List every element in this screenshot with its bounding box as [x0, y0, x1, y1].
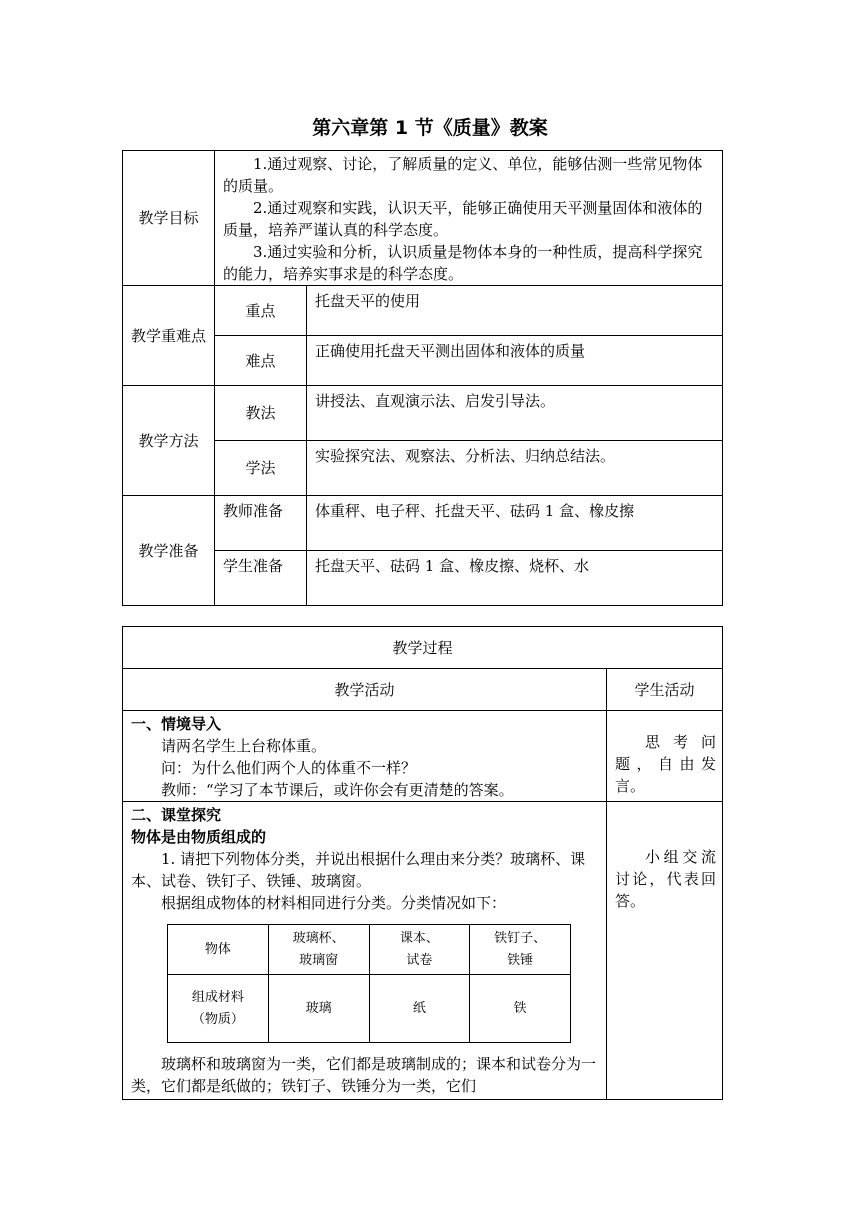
section-intro — [123, 711, 607, 802]
key-points-label: 教学重难点 — [123, 286, 215, 386]
section-paragraph: 根据组成物体的材料相同进行分类。分类情况如下： — [161, 894, 507, 912]
table-cell: 物体 — [168, 925, 269, 975]
table-cell: 课本、 试卷 — [369, 925, 470, 975]
objective-item: 3.通过实验和分析，认识质量是物体本身的一种性质，提高科学探究的能力，培养实事求是的科学态度。 — [223, 243, 703, 283]
focus-label: 重点 — [215, 286, 307, 336]
classification-table — [167, 924, 571, 1043]
learn-method-label: 学法 — [215, 441, 307, 496]
section-line: 请两名学生上台称体重。 — [161, 737, 327, 755]
student-activity-header: 学生活动 — [607, 669, 723, 711]
preparation-label: 教学准备 — [123, 496, 215, 606]
teacher-prep-label: 教师准备 — [215, 496, 307, 551]
objectives-label: 教学目标 — [123, 151, 215, 286]
table-cell: 组成材料 （物质） — [168, 975, 269, 1043]
difficulty-label: 难点 — [215, 336, 307, 386]
table-cell: 玻璃杯、 玻璃窗 — [268, 925, 369, 975]
student-activity-intro: 思考问题，自由发言。 — [607, 711, 723, 802]
section-heading: 二、课堂探究 — [131, 806, 222, 824]
objective-item: 1.通过观察、讨论，了解质量的定义、单位，能够估测一些常见物体的质量。 — [223, 155, 703, 195]
student-activity-explore: 小组交流讨论，代表回答。 — [607, 802, 723, 1100]
teacher-prep-text: 体重秤、电子秤、托盘天平、砝码 1 盒、橡皮擦 — [307, 496, 723, 551]
section-heading: 一、情境导入 — [131, 715, 222, 733]
learn-method-text: 实验探究法、观察法、分析法、归纳总结法。 — [307, 441, 723, 496]
process-header: 教学过程 — [123, 627, 723, 669]
section-line: 问：为什么他们两个人的体重不一样？ — [161, 759, 417, 777]
lesson-overview-table — [122, 150, 723, 606]
teach-method-label: 教法 — [215, 386, 307, 441]
section-subheading: 物体是由物质组成的 — [131, 828, 267, 846]
student-prep-text: 托盘天平、砝码 1 盒、橡皮擦、烧杯、水 — [307, 551, 723, 606]
table-cell: 纸 — [369, 975, 470, 1043]
difficulty-text: 正确使用托盘天平测出固体和液体的质量 — [307, 336, 723, 386]
objectives-content — [215, 151, 723, 286]
section-explore — [123, 802, 607, 1100]
table-cell: 铁 — [470, 975, 571, 1043]
focus-text: 托盘天平的使用 — [307, 286, 723, 336]
document-title: 第六章第 1 节《质量》教案 — [312, 117, 548, 139]
student-prep-label: 学生准备 — [215, 551, 307, 606]
section-paragraph: 1. 请把下列物体分类，并说出根据什么理由来分类？玻璃杯、课本、试卷、铁钉子、铁锤、玻璃窗。 — [131, 850, 586, 890]
section-paragraph: 玻璃杯和玻璃窗为一类，它们都是玻璃制成的；课本和试卷分为一类，它们都是纸做的；铁钉子、铁锤分为一类，它们 — [131, 1055, 597, 1095]
teaching-process-table — [122, 626, 723, 1100]
table-cell: 玻璃 — [268, 975, 369, 1043]
objective-item: 2.通过观察和实践，认识天平，能够正确使用天平测量固体和液体的质量，培养严谨认真的科学态度。 — [223, 199, 703, 239]
teach-method-text: 讲授法、直观演示法、启发引导法。 — [307, 386, 723, 441]
table-cell: 铁钉子、 铁锤 — [470, 925, 571, 975]
section-line: 教师：“学习了本节课后，或许你会有更清楚的答案。 — [161, 781, 514, 799]
methods-label: 教学方法 — [123, 386, 215, 496]
teaching-activity-header: 教学活动 — [123, 669, 607, 711]
